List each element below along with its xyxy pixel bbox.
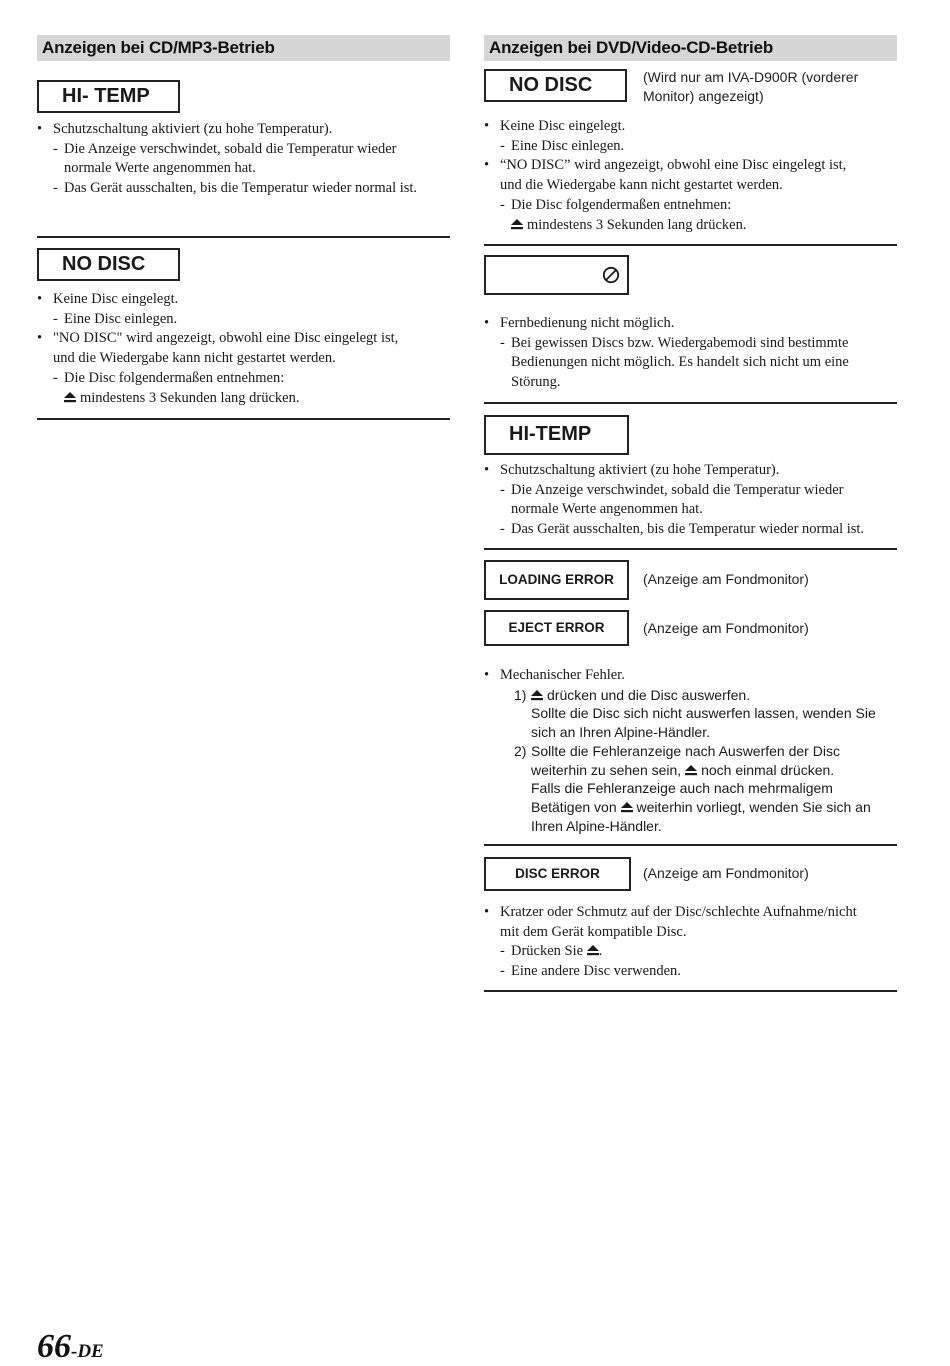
disc-error-note: (Anzeige am Fondmonitor) bbox=[643, 865, 809, 881]
dash-line: - Drücken Sie . bbox=[500, 943, 603, 960]
left-hitemp-entry bbox=[37, 61, 450, 236]
prohibit-display bbox=[484, 255, 629, 295]
loading-error-note: (Anzeige am Fondmonitor) bbox=[643, 571, 809, 587]
prohibit-icon bbox=[602, 266, 620, 284]
continuation-line: normale Werte angenommen hat. bbox=[511, 501, 703, 518]
dash-line: - Das Gerät ausschalten, bis die Temperatur wieder normal ist. bbox=[53, 180, 418, 197]
left-nodisc-text bbox=[37, 290, 398, 408]
bullet-line: • Schutzschaltung aktiviert (zu hohe Temperatur). bbox=[37, 120, 417, 140]
bullet-line: • Keine Disc eingelegt. bbox=[484, 117, 846, 137]
left-column bbox=[37, 35, 450, 420]
right-mechanical-error-entry bbox=[484, 550, 897, 844]
disc-error-text bbox=[484, 903, 857, 982]
left-hitemp-text bbox=[37, 120, 417, 199]
continuation-line: Sollte die Disc sich nicht auswerfen lassen, wenden Sie bbox=[531, 705, 876, 722]
loading-error-display: LOADING ERROR bbox=[484, 560, 629, 600]
right-nodisc-entry bbox=[484, 61, 897, 244]
dash-line: - Die Anzeige verschwindet, sobald die Temperatur wieder bbox=[53, 140, 397, 157]
dash-line: - Die Anzeige verschwindet, sobald die Temperatur wieder bbox=[500, 481, 844, 498]
dash-line: - Eine Disc einlegen. bbox=[53, 310, 178, 327]
right-prohibit-text bbox=[484, 314, 849, 393]
right-section-title: Anzeigen bei DVD/Video-CD-Betrieb bbox=[484, 35, 897, 61]
continuation-line: Bedienungen nicht möglich. Es handelt sich nicht um eine bbox=[511, 354, 849, 371]
right-disc-error-entry bbox=[484, 846, 897, 990]
continuation-line: Störung. bbox=[511, 374, 561, 391]
continuation-line: weiterhin zu sehen sein, noch einmal drücken. bbox=[531, 761, 835, 778]
eject-icon bbox=[587, 945, 599, 956]
bullet-line: • Keine Disc eingelegt. bbox=[37, 290, 398, 310]
eject-icon bbox=[685, 765, 697, 776]
numbered-line: 1) drücken und die Disc auswerfen. bbox=[514, 686, 751, 703]
continuation-line: normale Werte angenommen hat. bbox=[64, 160, 256, 177]
dash-line: - Die Disc folgendermaßen entnehmen: bbox=[500, 196, 732, 213]
numbered-line: 2) Sollte die Fehleranzeige nach Auswerfen der Disc bbox=[514, 742, 840, 759]
continuation-line: und die Wiedergabe kann nicht gestartet werden. bbox=[500, 177, 783, 194]
continuation-line: Ihren Alpine-Händler. bbox=[531, 817, 662, 834]
disc-error-display: DISC ERROR bbox=[484, 857, 631, 891]
eject-icon bbox=[621, 802, 633, 813]
right-nodisc-note: (Wird nur am IVA-D900R (vorderer Monitor) angezeigt) bbox=[643, 69, 859, 104]
page-number: 66-DE bbox=[37, 1328, 104, 1365]
bullet-line: • Schutzschaltung aktiviert (zu hohe Temperatur). bbox=[484, 461, 864, 481]
right-hitemp-entry bbox=[484, 404, 897, 548]
bullet-line: • Fernbedienung nicht möglich. bbox=[484, 314, 849, 334]
bullet-line: • Mechanischer Fehler. bbox=[484, 666, 876, 686]
dash-line: - Bei gewissen Discs bzw. Wiedergabemodi sind bestimmte bbox=[500, 334, 849, 351]
continuation-line: mit dem Gerät kompatible Disc. bbox=[500, 923, 687, 940]
eject-error-text bbox=[484, 666, 876, 835]
divider bbox=[37, 418, 450, 420]
eject-icon bbox=[511, 219, 523, 230]
eject-line: mindestens 3 Sekunden lang drücken. bbox=[484, 216, 846, 236]
dash-line: - Eine Disc einlegen. bbox=[500, 137, 625, 154]
right-column bbox=[484, 35, 897, 992]
left-nodisc-display: NO DISC bbox=[37, 248, 180, 281]
divider bbox=[484, 990, 897, 992]
right-hitemp-text bbox=[484, 461, 864, 540]
right-prohibit-entry bbox=[484, 246, 897, 402]
dash-line: - Das Gerät ausschalten, bis die Temperatur wieder normal ist. bbox=[500, 521, 865, 538]
eject-line: mindestens 3 Sekunden lang drücken. bbox=[37, 389, 398, 409]
bullet-line: • “NO DISC” wird angezeigt, obwohl eine Disc eingelegt ist, bbox=[484, 156, 846, 176]
continuation-line: Falls die Fehleranzeige auch nach mehrmaligem bbox=[531, 780, 833, 797]
right-hitemp-display: HI-TEMP bbox=[484, 415, 629, 455]
eject-icon bbox=[531, 690, 543, 701]
dash-line: - Die Disc folgendermaßen entnehmen: bbox=[53, 369, 285, 386]
eject-error-display: EJECT ERROR bbox=[484, 610, 629, 646]
continuation-line: Betätigen von weiterhin vorliegt, wenden Sie sich an bbox=[531, 798, 871, 815]
eject-error-note: (Anzeige am Fondmonitor) bbox=[643, 620, 809, 636]
right-nodisc-display: NO DISC bbox=[484, 69, 627, 102]
continuation-line: sich an Ihren Alpine-Händler. bbox=[531, 724, 710, 741]
right-nodisc-text bbox=[484, 117, 846, 235]
dash-line: - Eine andere Disc verwenden. bbox=[500, 963, 681, 980]
left-hitemp-display: HI- TEMP bbox=[37, 80, 180, 113]
left-nodisc-entry bbox=[37, 238, 450, 418]
bullet-line: • "NO DISC" wird angezeigt, obwohl eine Disc eingelegt ist, bbox=[37, 329, 398, 349]
eject-icon bbox=[64, 392, 76, 403]
bullet-line: • Kratzer oder Schmutz auf der Disc/schlechte Aufnahme/nicht bbox=[484, 903, 857, 923]
left-section-title: Anzeigen bei CD/MP3-Betrieb bbox=[37, 35, 450, 61]
continuation-line: und die Wiedergabe kann nicht gestartet werden. bbox=[53, 350, 336, 367]
